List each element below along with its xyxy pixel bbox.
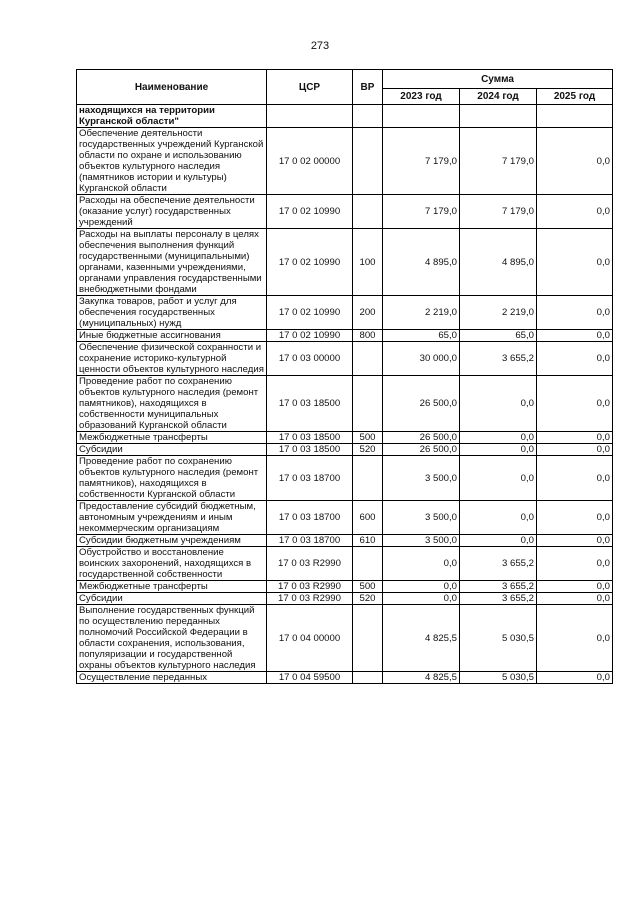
- table-row: [77, 547, 613, 581]
- row-2024-cell: 3 655,2: [460, 547, 537, 581]
- row-2024-cell: 3 655,2: [460, 581, 537, 593]
- table-row: [77, 605, 613, 672]
- row-vr-cell: 610: [353, 535, 383, 547]
- row-2023-cell: 26 500,0: [383, 376, 460, 432]
- row-name-cell: Предоставление субсидий бюджетным, автономным учреждениям и иным некоммерческим организациям: [77, 501, 267, 535]
- row-2023-cell: 0,0: [383, 593, 460, 605]
- row-name-cell: Осуществление переданных: [77, 672, 267, 684]
- row-vr-cell: [353, 547, 383, 581]
- row-csr-cell: 17 0 04 59500: [267, 672, 353, 684]
- row-2024-cell: 5 030,5: [460, 672, 537, 684]
- row-2023-cell: 26 500,0: [383, 444, 460, 456]
- row-2023-cell: 7 179,0: [383, 195, 460, 229]
- table-row: [77, 128, 613, 195]
- table-row: [77, 296, 613, 330]
- row-2024-cell: 0,0: [460, 501, 537, 535]
- row-2023-cell: 3 500,0: [383, 456, 460, 501]
- header-name: Наименование: [77, 70, 267, 105]
- row-2023-cell: 26 500,0: [383, 432, 460, 444]
- header-row: [77, 70, 613, 89]
- row-csr-cell: 17 0 04 00000: [267, 605, 353, 672]
- row-2024-cell: [460, 105, 537, 128]
- row-2025-cell: 0,0: [537, 581, 613, 593]
- row-2025-cell: 0,0: [537, 330, 613, 342]
- row-vr-cell: [353, 605, 383, 672]
- row-2023-cell: 0,0: [383, 581, 460, 593]
- table-row: [77, 501, 613, 535]
- row-name-cell: Закупка товаров, работ и услуг для обеспечения государственных (муниципальных) нужд: [77, 296, 267, 330]
- table-row: [77, 432, 613, 444]
- row-2024-cell: 3 655,2: [460, 342, 537, 376]
- header-2025: 2025 год: [537, 89, 613, 105]
- row-2023-cell: 4 825,5: [383, 672, 460, 684]
- row-2023-cell: 2 219,0: [383, 296, 460, 330]
- row-2025-cell: 0,0: [537, 376, 613, 432]
- table-row: [77, 593, 613, 605]
- row-csr-cell: 17 0 02 10990: [267, 296, 353, 330]
- header-2024: 2024 год: [460, 89, 537, 105]
- row-csr-cell: 17 0 03 18700: [267, 501, 353, 535]
- page-number: 273: [310, 40, 330, 52]
- row-name-cell: Расходы на обеспечение деятельности (оказание услуг) государственных учреждений: [77, 195, 267, 229]
- row-csr-cell: 17 0 03 00000: [267, 342, 353, 376]
- table-row: [77, 444, 613, 456]
- row-2025-cell: 0,0: [537, 501, 613, 535]
- row-vr-cell: 100: [353, 229, 383, 296]
- row-csr-cell: 17 0 02 10990: [267, 195, 353, 229]
- row-vr-cell: [353, 128, 383, 195]
- row-2023-cell: 4 825,5: [383, 605, 460, 672]
- row-vr-cell: 600: [353, 501, 383, 535]
- row-csr-cell: [267, 105, 353, 128]
- table-row: [77, 581, 613, 593]
- table-body: [77, 105, 613, 684]
- row-2023-cell: 0,0: [383, 547, 460, 581]
- row-2025-cell: 0,0: [537, 128, 613, 195]
- row-2024-cell: 7 179,0: [460, 128, 537, 195]
- table-row: [77, 456, 613, 501]
- row-name-cell: Выполнение государственных функций по осуществлению переданных полномочий Российской Федерации в области сохранения, использования, популяризации и государственной охраны объектов культурного наследия: [77, 605, 267, 672]
- row-name-cell: Субсидии: [77, 593, 267, 605]
- table-row: [77, 105, 613, 128]
- row-vr-cell: [353, 672, 383, 684]
- header-vr: ВР: [353, 70, 383, 105]
- row-vr-cell: 500: [353, 581, 383, 593]
- row-vr-cell: 500: [353, 432, 383, 444]
- row-2023-cell: 3 500,0: [383, 501, 460, 535]
- row-2025-cell: 0,0: [537, 535, 613, 547]
- row-vr-cell: 520: [353, 444, 383, 456]
- row-vr-cell: 200: [353, 296, 383, 330]
- row-name-cell: Расходы на выплаты персоналу в целях обеспечения выполнения функций государственными (муниципальными) органами, казенными учреждениями, органами управления государственными внебюджетными фондами: [77, 229, 267, 296]
- row-2024-cell: 0,0: [460, 535, 537, 547]
- row-2023-cell: 30 000,0: [383, 342, 460, 376]
- header-csr: ЦСР: [267, 70, 353, 105]
- row-name-cell: Субсидии: [77, 444, 267, 456]
- row-csr-cell: 17 0 02 10990: [267, 229, 353, 296]
- row-2024-cell: 65,0: [460, 330, 537, 342]
- row-vr-cell: [353, 342, 383, 376]
- row-vr-cell: [353, 456, 383, 501]
- row-csr-cell: 17 0 03 18700: [267, 535, 353, 547]
- row-2024-cell: 2 219,0: [460, 296, 537, 330]
- row-2024-cell: 3 655,2: [460, 593, 537, 605]
- row-2025-cell: [537, 105, 613, 128]
- row-2024-cell: 0,0: [460, 376, 537, 432]
- row-2025-cell: 0,0: [537, 342, 613, 376]
- row-2025-cell: 0,0: [537, 229, 613, 296]
- row-vr-cell: 800: [353, 330, 383, 342]
- row-2023-cell: [383, 105, 460, 128]
- row-2025-cell: 0,0: [537, 605, 613, 672]
- row-name-cell: Иные бюджетные ассигнования: [77, 330, 267, 342]
- row-2025-cell: 0,0: [537, 456, 613, 501]
- row-csr-cell: 17 0 02 10990: [267, 330, 353, 342]
- row-2025-cell: 0,0: [537, 547, 613, 581]
- row-2025-cell: 0,0: [537, 672, 613, 684]
- row-2025-cell: 0,0: [537, 195, 613, 229]
- row-2023-cell: 65,0: [383, 330, 460, 342]
- table-row: [77, 672, 613, 684]
- row-csr-cell: 17 0 03 18500: [267, 444, 353, 456]
- table-row: [77, 229, 613, 296]
- row-name-cell: Проведение работ по сохранению объектов культурного наследия (ремонт памятников), находящихся в собственности Курганской области: [77, 456, 267, 501]
- budget-table: [76, 69, 613, 684]
- table-row: [77, 535, 613, 547]
- row-vr-cell: 520: [353, 593, 383, 605]
- row-2025-cell: 0,0: [537, 444, 613, 456]
- row-name-cell: Обеспечение физической сохранности и сохранение историко-культурной ценности объектов культурного наследия: [77, 342, 267, 376]
- row-2024-cell: 4 895,0: [460, 229, 537, 296]
- row-2025-cell: 0,0: [537, 593, 613, 605]
- row-2024-cell: 0,0: [460, 444, 537, 456]
- row-csr-cell: 17 0 03 18500: [267, 432, 353, 444]
- header-2023: 2023 год: [383, 89, 460, 105]
- row-2025-cell: 0,0: [537, 296, 613, 330]
- row-vr-cell: [353, 376, 383, 432]
- header-sum: Сумма: [383, 70, 613, 89]
- row-name-cell: Проведение работ по сохранению объектов культурного наследия (ремонт памятников), находящихся в собственности муниципальных образований Курганской области: [77, 376, 267, 432]
- row-csr-cell: 17 0 03 R2990: [267, 547, 353, 581]
- row-2024-cell: 0,0: [460, 456, 537, 501]
- row-name-cell: Межбюджетные трансферты: [77, 432, 267, 444]
- row-2023-cell: 4 895,0: [383, 229, 460, 296]
- row-2024-cell: 5 030,5: [460, 605, 537, 672]
- row-vr-cell: [353, 195, 383, 229]
- row-csr-cell: 17 0 03 18700: [267, 456, 353, 501]
- row-name-cell: находящихся на территории Курганской области": [77, 105, 267, 128]
- row-name-cell: Субсидии бюджетным учреждениям: [77, 535, 267, 547]
- row-csr-cell: 17 0 03 R2990: [267, 593, 353, 605]
- row-csr-cell: 17 0 02 00000: [267, 128, 353, 195]
- row-2024-cell: 7 179,0: [460, 195, 537, 229]
- table-row: [77, 342, 613, 376]
- row-2023-cell: 7 179,0: [383, 128, 460, 195]
- row-2024-cell: 0,0: [460, 432, 537, 444]
- row-csr-cell: 17 0 03 R2990: [267, 581, 353, 593]
- row-2023-cell: 3 500,0: [383, 535, 460, 547]
- row-csr-cell: 17 0 03 18500: [267, 376, 353, 432]
- row-name-cell: Межбюджетные трансферты: [77, 581, 267, 593]
- row-2025-cell: 0,0: [537, 432, 613, 444]
- table-row: [77, 195, 613, 229]
- table-row: [77, 376, 613, 432]
- table-row: [77, 330, 613, 342]
- row-name-cell: Обеспечение деятельности государственных учреждений Курганской области по охране и использованию объектов культурного наследия (памятников истории и культуры) Курганской области: [77, 128, 267, 195]
- row-name-cell: Обустройство и восстановление воинских захоронений, находящихся в государственной собственности: [77, 547, 267, 581]
- row-vr-cell: [353, 105, 383, 128]
